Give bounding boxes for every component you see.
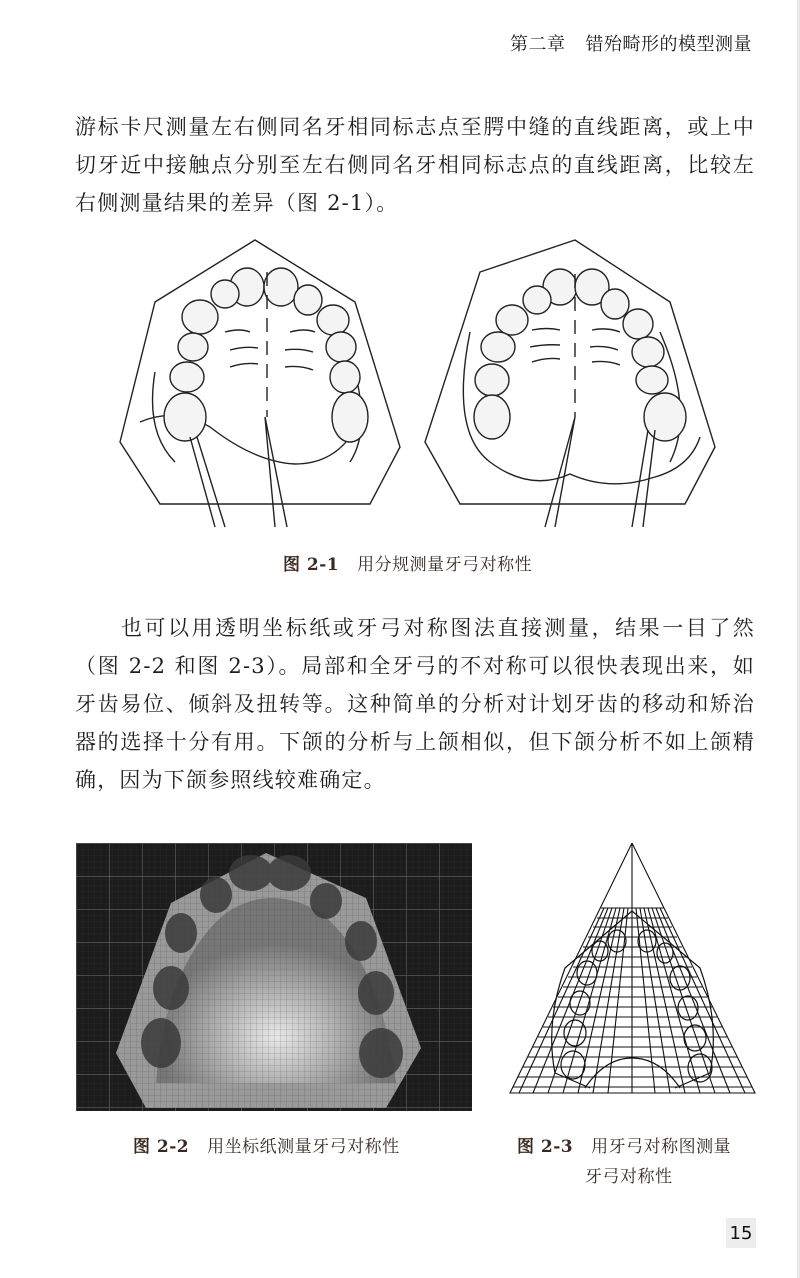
figure-2-1-caption [283,550,532,575]
figure-number: 图 2-3 [517,1137,574,1157]
arch-right [425,240,715,527]
page-number: 15 [726,1218,756,1248]
figure-2-2-photo [76,843,472,1111]
figure-number: 图 2-2 [133,1137,190,1157]
caption-text-line2: 牙弓对称性 [585,1167,673,1187]
caption-text: 用坐标纸测量牙弓对称性 [207,1137,400,1157]
chapter-label: 第二章 [510,34,566,55]
figure-2-2-caption [133,1132,400,1157]
paragraph-1: 游标卡尺测量左右侧同名牙相同标志点至腭中缝的直线距离，或上中切牙近中接触点分别至左右侧同名牙相同标志点的直线距离，比较左右侧测量结果的差异（图 2-1）。 [75,115,755,215]
figure-2-1-drawing [115,232,735,532]
figure-2-3-symmetry-chart [505,843,760,1098]
figure-2-3-caption [517,1132,731,1192]
running-head [510,30,752,56]
arch-left [120,240,400,527]
paragraph-2: 也可以用透明坐标纸或牙弓对称图法直接测量，结果一目了然（图 2-2 和图 2-3）。局部和全牙弓的不对称可以很快表现出来，如牙齿易位、倾斜及扭转等。这种简单的分析对计划牙齿的移动和矫治器的选择十分有用。下颌的分析与上颌相似，但下颌分析不如上颌精确，因为下颌参照线较难确定。 [75,616,755,792]
caption-text: 用分规测量牙弓对称性 [357,555,533,575]
caption-text-line1: 用牙弓对称图测量 [591,1137,732,1157]
chapter-title: 错殆畸形的模型测量 [585,34,752,55]
figure-number: 图 2-1 [283,555,340,575]
